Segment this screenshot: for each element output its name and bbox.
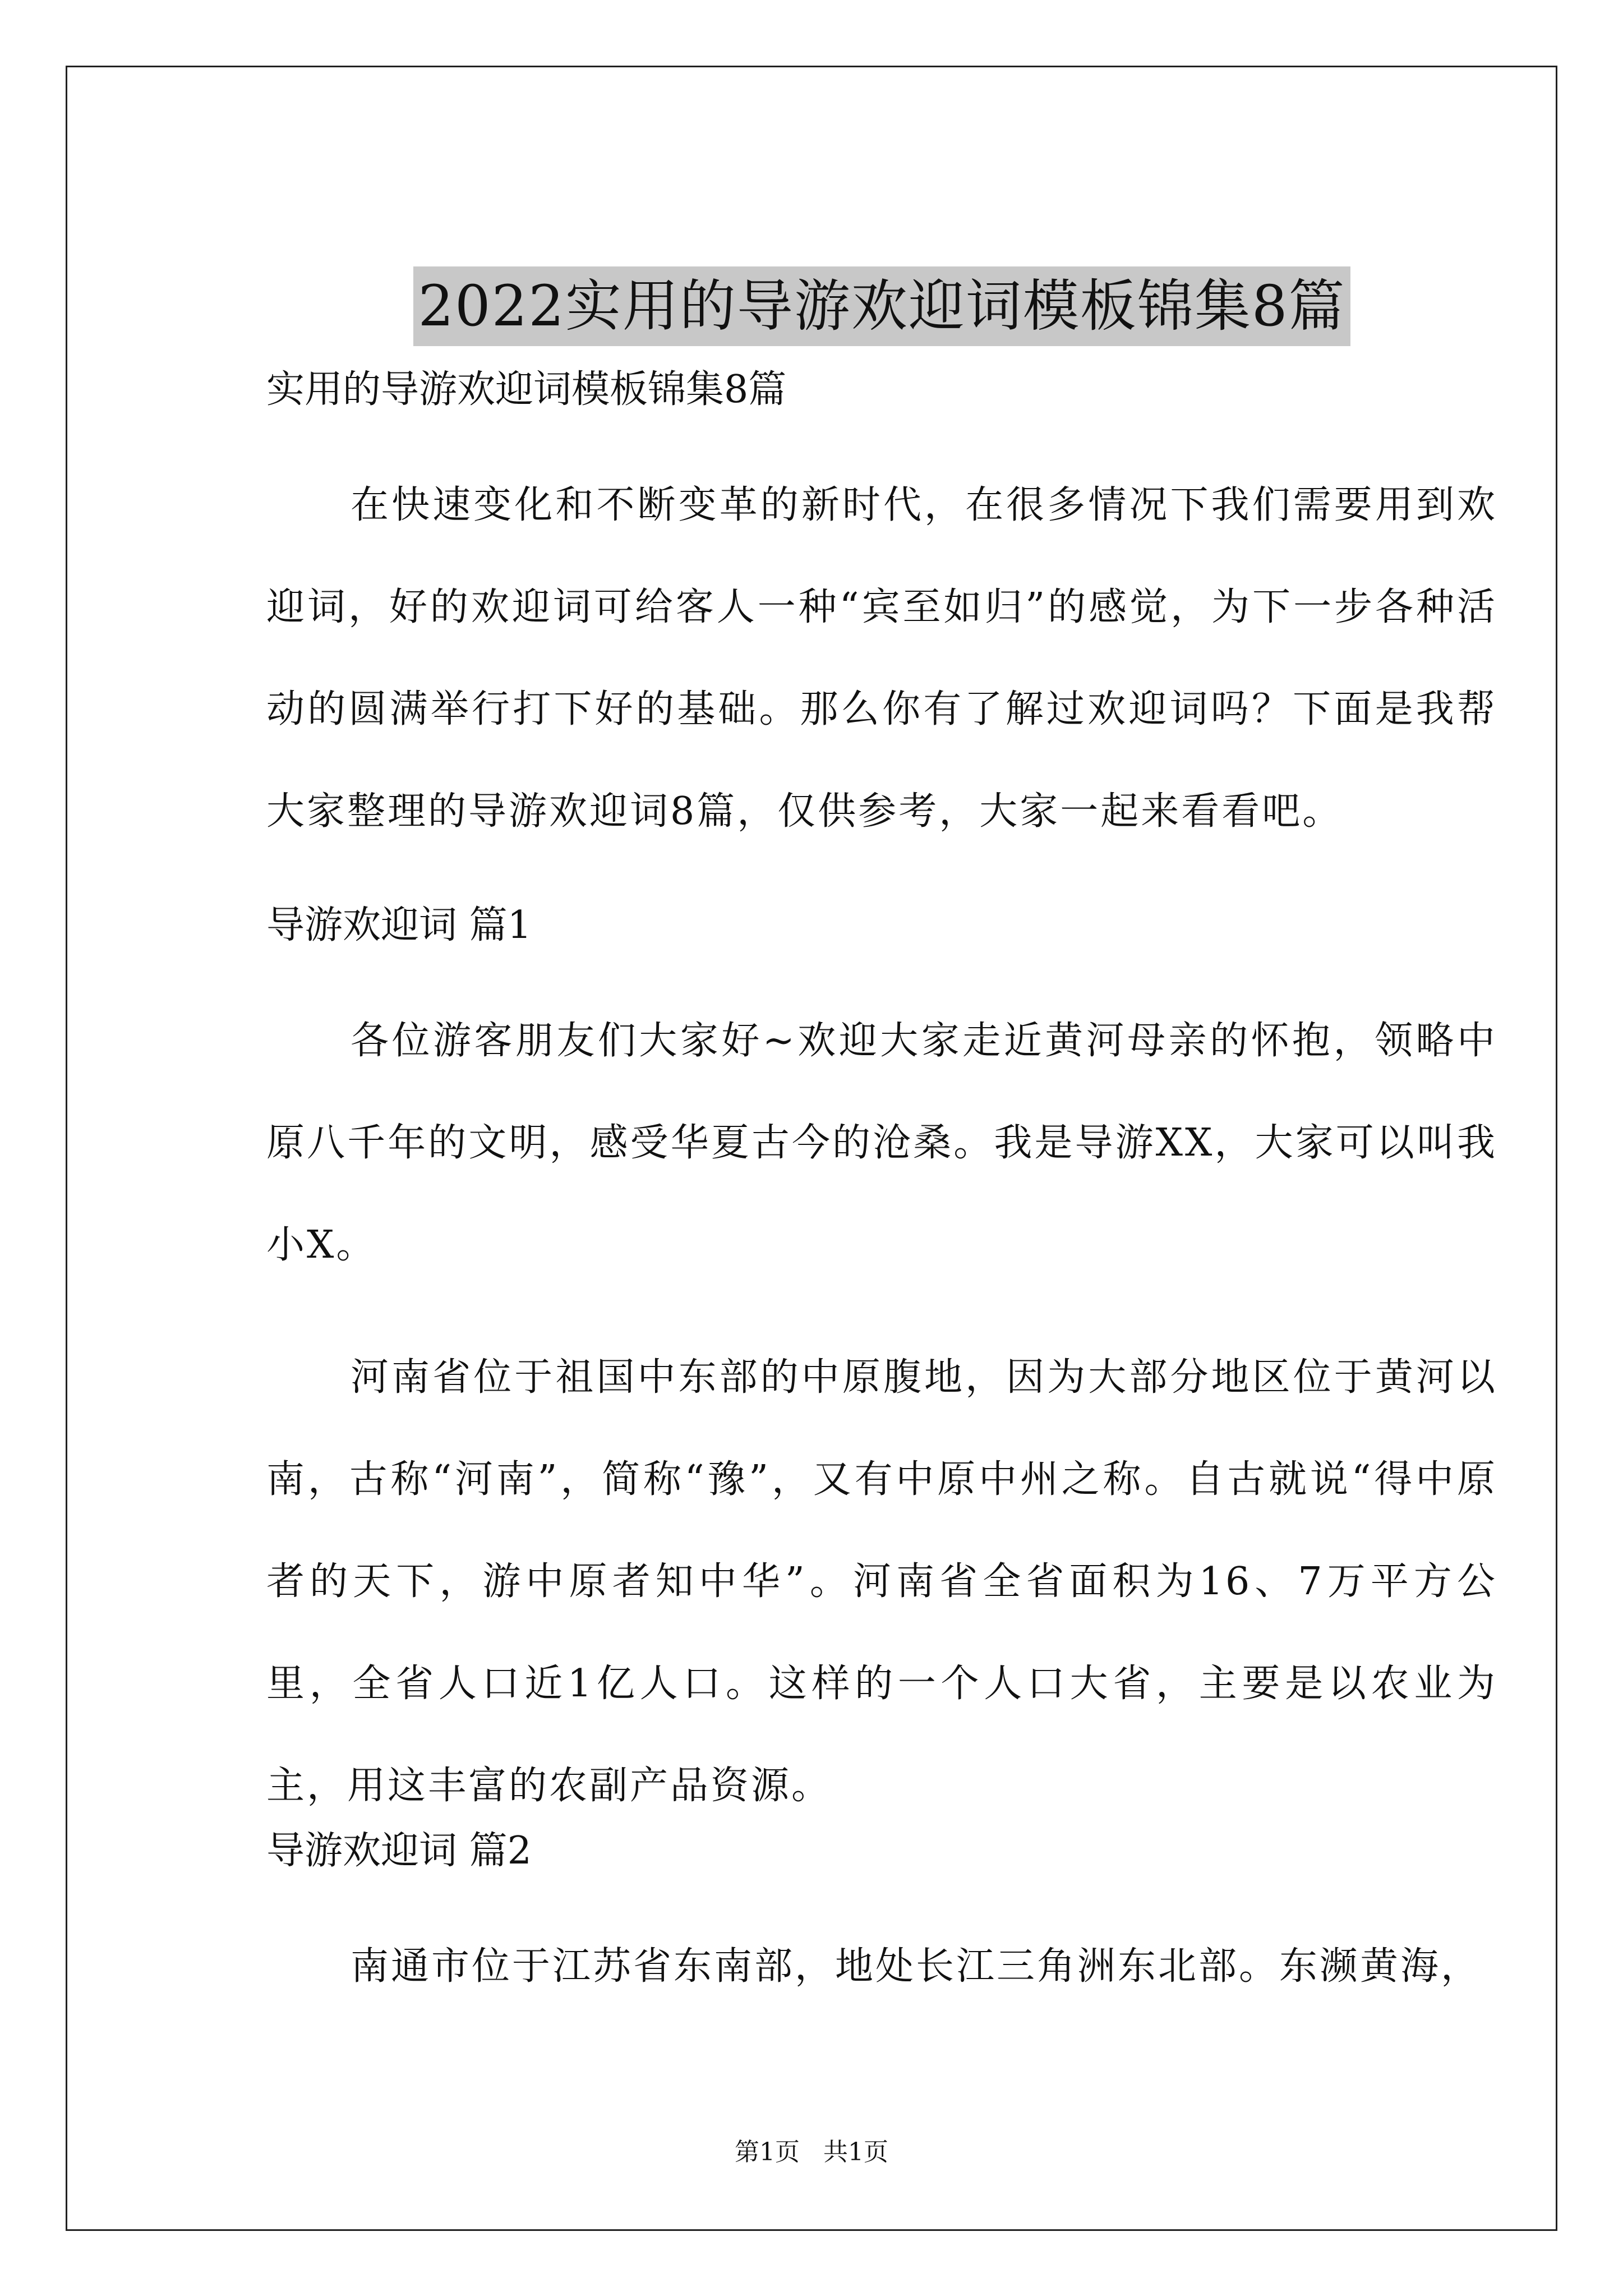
section-paragraph: 南通市位于江苏省东南部，地处长江三角洲东北部。东濒黄海， [351,1944,1482,1989]
title-wrap [266,266,1497,346]
section-heading: 导游欢迎词 篇1 [266,903,532,947]
section-heading: 导游欢迎词 篇2 [266,1829,532,1873]
page-total: 共1页 [823,2138,888,2166]
section-paragraph: 河南省位于祖国中东部的中原腹地，因为大部分地区位于黄河以南，古称“河南”，简称“豫”，又有中原中州之称。自古就说“得中原者的天下，游中原者知中华”。河南省全省面积为16、7万平方公里，全省人口近1亿人口。这样的一个人口大省，主要是以农业为主，用这丰富的农副产品资源。 [266,1355,1497,1808]
document-title: 2022实用的导游欢迎词模板锦集8篇 [413,266,1350,346]
page-frame [66,66,1557,2231]
document-subtitle: 实用的导游欢迎词模板锦集8篇 [266,367,787,412]
page-number: 第1页 [735,2138,800,2166]
page-footer [0,2132,1623,2168]
section-paragraph: 各位游客朋友们大家好~欢迎大家走近黄河母亲的怀抱，领略中原八千年的文明，感受华夏古今的沧桑。我是导游XX，大家可以叫我小X。 [266,1019,1497,1267]
intro-paragraph: 在快速变化和不断变革的新时代，在很多情况下我们需要用到欢迎词，好的欢迎词可给客人一种“宾至如归”的感觉，为下一步各种活动的圆满举行打下好的基础。那么你有了解过欢迎词吗？下面是我帮大家整理的导游欢迎词8篇，仅供参考，大家一起来看看吧。 [266,483,1497,834]
